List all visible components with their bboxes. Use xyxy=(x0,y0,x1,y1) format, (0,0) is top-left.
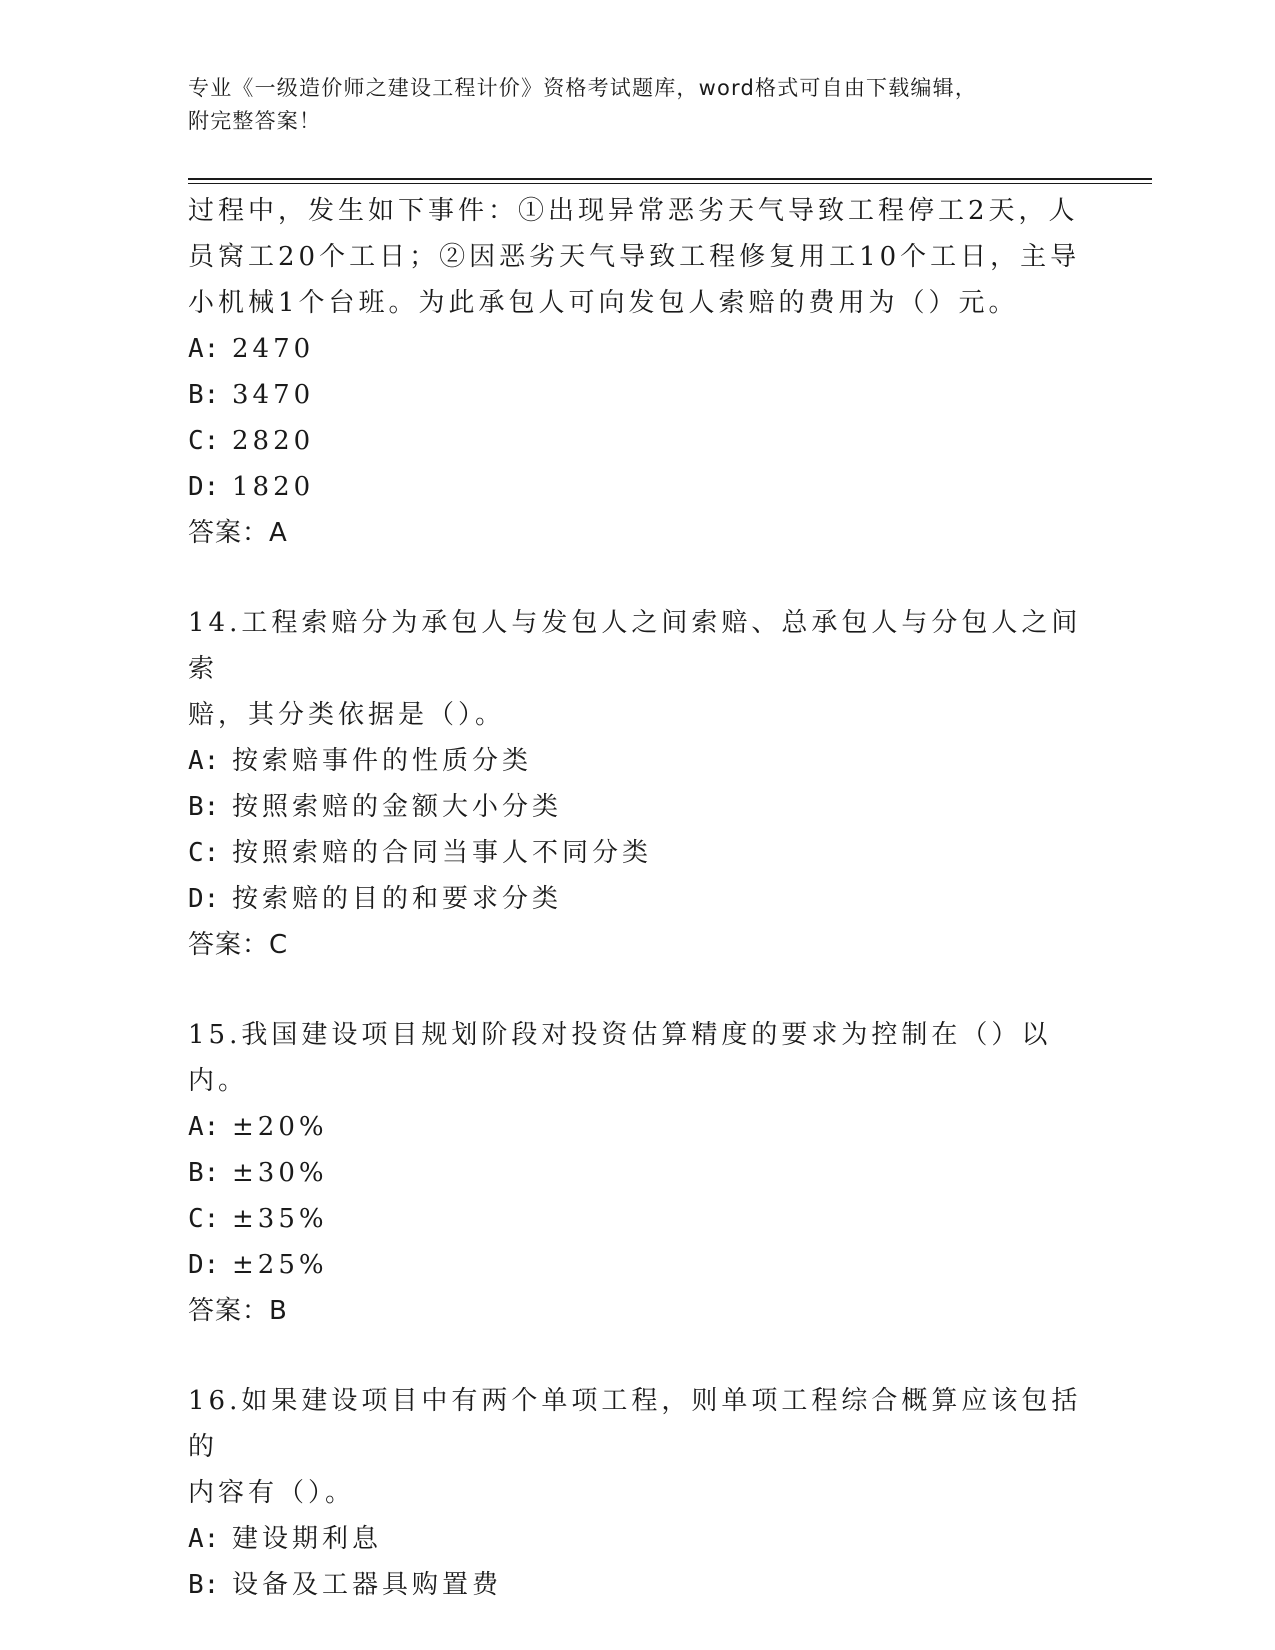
option-text: 按照索赔的金额大小分类 xyxy=(232,792,563,822)
page-header xyxy=(188,72,1148,138)
option-b xyxy=(188,784,1088,830)
question-block xyxy=(188,600,1088,968)
option-letter: D: xyxy=(188,472,220,502)
option-letter: B: xyxy=(188,1158,220,1188)
answer-line: 答案：B xyxy=(188,1296,288,1326)
option-letter: B: xyxy=(188,380,220,410)
question-line: 14.工程索赔分为承包人与发包人之间索赔、总承包人与分包人之间索 xyxy=(188,608,1082,684)
answer-line: 答案：A xyxy=(188,518,288,548)
option-letter: C: xyxy=(188,1204,220,1234)
option-c xyxy=(188,830,1088,876)
option-b xyxy=(188,372,1088,418)
question-text xyxy=(188,188,1088,326)
option-letter: B: xyxy=(188,1570,220,1600)
option-text: 3470 xyxy=(232,380,315,410)
question-text xyxy=(188,1378,1088,1516)
option-text: ±25% xyxy=(232,1250,328,1280)
question-line: 内容有（）。 xyxy=(188,1478,356,1508)
option-d xyxy=(188,876,1088,922)
option-text: ±30% xyxy=(232,1158,328,1188)
spacer xyxy=(188,968,1088,1012)
option-text: 按索赔的目的和要求分类 xyxy=(232,884,563,914)
option-letter: B: xyxy=(188,792,220,822)
spacer xyxy=(188,1334,1088,1378)
option-c xyxy=(188,1196,1088,1242)
option-letter: A: xyxy=(188,746,220,776)
option-text: 2470 xyxy=(232,334,315,364)
option-b xyxy=(188,1150,1088,1196)
option-letter: A: xyxy=(188,1112,220,1142)
question-line: 赔，其分类依据是（）。 xyxy=(188,700,506,730)
question-line: 15.我国建设项目规划阶段对投资估算精度的要求为控制在（）以内。 xyxy=(188,1020,1052,1096)
option-a xyxy=(188,1516,1088,1562)
answer-line: 答案：C xyxy=(188,930,289,960)
option-text: ±35% xyxy=(232,1204,328,1234)
question-line: 小机械1个台班。为此承包人可向发包人索赔的费用为（）元。 xyxy=(188,288,1019,318)
option-letter: D: xyxy=(188,884,220,914)
question-line: 员窝工20个工日；②因恶劣天气导致工程修复用工10个工日，主导 xyxy=(188,242,1081,272)
option-letter: A: xyxy=(188,334,220,364)
option-text: 2820 xyxy=(232,426,315,456)
option-c xyxy=(188,418,1088,464)
option-text: 建设期利息 xyxy=(232,1524,383,1554)
option-text: 按索赔事件的性质分类 xyxy=(232,746,533,776)
option-b xyxy=(188,1562,1088,1608)
option-text: 设备及工器具购置费 xyxy=(232,1570,503,1600)
option-text: 按照索赔的合同当事人不同分类 xyxy=(232,838,653,868)
question-block xyxy=(188,1012,1088,1334)
question-block xyxy=(188,1378,1088,1608)
option-text: 1820 xyxy=(232,472,315,502)
option-a xyxy=(188,738,1088,784)
question-line: 16.如果建设项目中有两个单项工程，则单项工程综合概算应该包括的 xyxy=(188,1386,1082,1462)
option-a xyxy=(188,1104,1088,1150)
option-letter: C: xyxy=(188,838,220,868)
document-body xyxy=(188,188,1088,1608)
option-letter: D: xyxy=(188,1250,220,1280)
question-line: 过程中，发生如下事件：①出现异常恶劣天气导致工程停工2天，人 xyxy=(188,196,1079,226)
question-text xyxy=(188,600,1088,738)
header-line-1: 专业《一级造价师之建设工程计价》资格考试题库，word格式可自由下载编辑， xyxy=(188,76,978,100)
option-text: ±20% xyxy=(232,1112,328,1142)
header-rule-thin xyxy=(188,183,1152,184)
header-line-2: 附完整答案！ xyxy=(188,109,322,133)
option-letter: A: xyxy=(188,1524,220,1554)
question-text xyxy=(188,1012,1088,1104)
option-letter: C: xyxy=(188,426,220,456)
question-block xyxy=(188,188,1088,556)
option-a xyxy=(188,326,1088,372)
option-d xyxy=(188,464,1088,510)
option-d xyxy=(188,1242,1088,1288)
header-rule-thick xyxy=(188,178,1152,180)
spacer xyxy=(188,556,1088,600)
